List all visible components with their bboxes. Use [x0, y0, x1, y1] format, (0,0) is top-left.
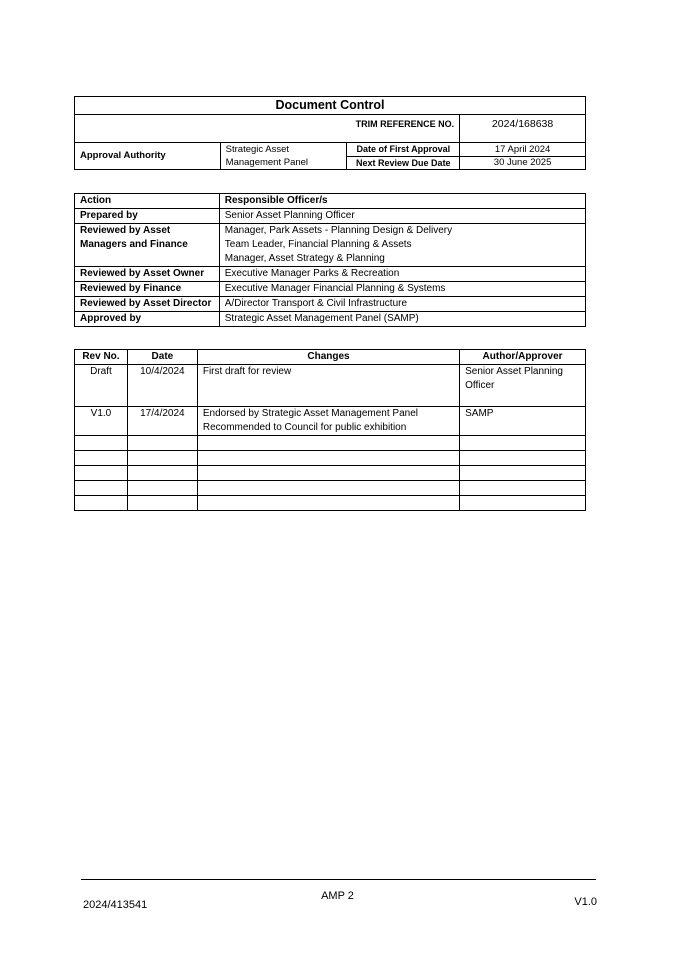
first-approval-value: 17 April 2024 [460, 143, 586, 157]
officers-header-action: Action [75, 194, 220, 209]
rev-changes-cell [197, 365, 459, 407]
change-line: Endorsed by Strategic Asset Management Panel [202, 408, 418, 419]
action-cell: Reviewed by Asset Owner [75, 267, 220, 282]
rev-header-changes: Changes [197, 350, 459, 365]
rev-no-cell: V1.0 [75, 407, 128, 436]
officer-line: Manager, Asset Strategy & Planning [224, 253, 385, 264]
table-row [75, 267, 586, 282]
footer-right: V1.0 [574, 896, 597, 908]
change-line: Recommended to Council for public exhibition [202, 422, 407, 433]
footer-left: 2024/413541 [83, 899, 148, 911]
action-cell: Reviewed by Finance [75, 282, 220, 297]
approval-authority-value-line2: Management Panel [220, 157, 347, 170]
approval-authority-value-line1: Strategic Asset [220, 143, 347, 157]
next-review-label: Next Review Due Date [347, 157, 460, 170]
officer-cell: Executive Manager Financial Planning & Systems [219, 282, 585, 297]
change-line: First draft for review [202, 366, 292, 377]
trim-reference-value: 2024/168638 [460, 115, 586, 143]
author-line: Senior Asset Planning [465, 366, 563, 377]
officers-table [74, 193, 586, 327]
empty-row [75, 466, 586, 481]
action-cell: Prepared by [75, 209, 220, 224]
action-cell: Reviewed by Asset Director [75, 297, 220, 312]
trim-reference-label: TRIM REFERENCE NO. [75, 115, 460, 143]
rev-header-author: Author/Approver [460, 350, 586, 365]
table-row [75, 365, 586, 407]
author-line: SAMP [465, 408, 494, 419]
table-row [75, 282, 586, 297]
officer-cell: Strategic Asset Management Panel (SAMP) [219, 312, 585, 327]
empty-row [75, 451, 586, 466]
revision-table [74, 349, 586, 511]
officer-line: Team Leader, Financial Planning & Assets [224, 239, 412, 250]
rev-author-cell [460, 365, 586, 407]
rev-author-cell [460, 407, 586, 436]
table-row [75, 209, 586, 224]
document-control-table [74, 96, 586, 170]
empty-row [75, 496, 586, 511]
table-row [75, 297, 586, 312]
empty-row [75, 481, 586, 496]
officer-cell: Senior Asset Planning Officer [219, 209, 585, 224]
officer-line: Manager, Park Assets - Planning Design & Delivery [224, 225, 453, 236]
rev-date-cell: 17/4/2024 [127, 407, 197, 436]
table-row [75, 312, 586, 327]
next-review-value: 30 June 2025 [460, 157, 586, 170]
rev-header-date: Date [127, 350, 197, 365]
approval-authority-label: Approval Authority [75, 143, 221, 170]
empty-row [75, 436, 586, 451]
rev-changes-cell [197, 407, 459, 436]
author-line: Officer [465, 380, 495, 391]
table-row [75, 224, 586, 267]
rev-header-no: Rev No. [75, 350, 128, 365]
rev-date-cell: 10/4/2024 [127, 365, 197, 407]
officers-header-officer: Responsible Officer/s [219, 194, 585, 209]
table-row [75, 407, 586, 436]
officer-cell: A/Director Transport & Civil Infrastructure [219, 297, 585, 312]
document-control-title: Document Control [75, 97, 586, 115]
action-line: Reviewed by Asset [80, 225, 171, 236]
officer-cell: Executive Manager Parks & Recreation [219, 267, 585, 282]
footer-divider [81, 879, 596, 880]
first-approval-label: Date of First Approval [347, 143, 460, 157]
officer-cell [219, 224, 585, 267]
footer-center: AMP 2 [321, 890, 354, 902]
action-line: Managers and Finance [80, 239, 188, 250]
rev-no-cell: Draft [75, 365, 128, 407]
action-cell [75, 224, 220, 267]
action-cell: Approved by [75, 312, 220, 327]
